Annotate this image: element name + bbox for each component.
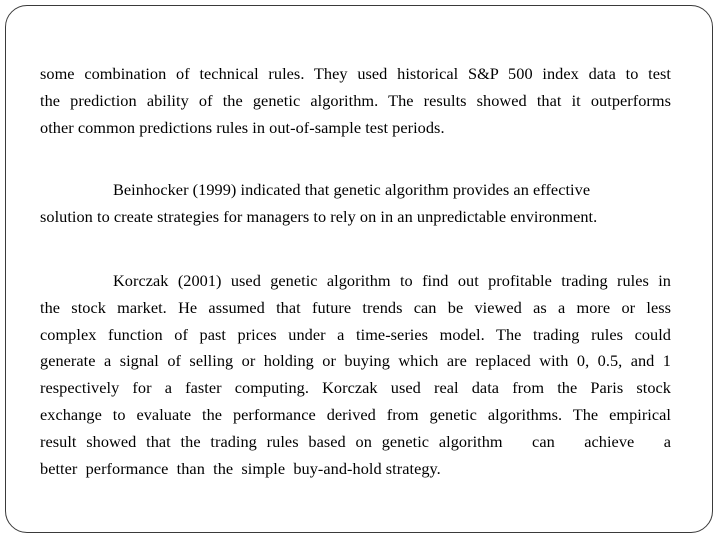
text-line: Korczak (2001) used genetic algorithm to find out profitable trading rules in <box>113 271 671 290</box>
paragraph-beinhocker <box>40 177 671 231</box>
text-line: result showed that the trading rules based on genetic algorithm can achieve a <box>40 431 671 451</box>
text-line: better performance than the simple buy-and-hold strategy. <box>40 458 441 478</box>
text-line: respectively for a faster computing. Korczak used real data from the Paris stock <box>40 378 671 398</box>
text-line: generate a signal of selling or holding or buying which are replaced with 0, 0.5, and 1 <box>40 351 671 371</box>
text-line: the stock market. He assumed that future trends can be viewed as a more or less <box>40 297 671 317</box>
text-line: some combination of technical rules. They used historical S&P 500 index data to test <box>40 64 671 83</box>
text-line: complex function of past prices under a time-series model. The trading rules could <box>40 324 671 344</box>
text-line: other common predictions rules in out-of-sample test periods. <box>40 117 445 137</box>
text-line: Beinhocker (1999) indicated that genetic algorithm provides an effective <box>113 180 591 199</box>
text-line: the prediction ability of the genetic algorithm. The results showed that it outperforms <box>40 90 671 110</box>
paragraph-korczak <box>40 268 671 482</box>
paragraph-hoffmann-summary <box>40 61 671 141</box>
text-line: exchange to evaluate the performance derived from genetic algorithms. The empirical <box>40 404 671 424</box>
text-line: solution to create strategies for managers to rely on in an unpredictable environment. <box>40 206 598 226</box>
